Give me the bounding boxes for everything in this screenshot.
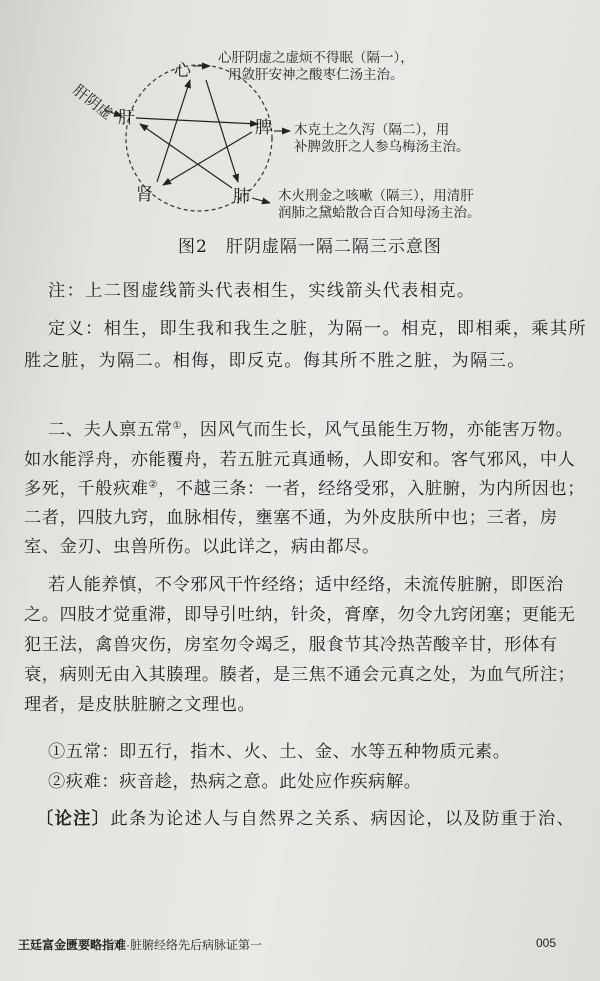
side-label-liver-yin: 肝阴虚 bbox=[69, 80, 117, 123]
arrow-kidney-to-heart bbox=[157, 80, 190, 182]
para1-line4: 二者，四肢九窍，血脉相传，壅塞不通，为外皮肤所中也；三者，房 bbox=[24, 508, 558, 528]
commentary-line bbox=[36, 804, 575, 829]
arrow-lung-note bbox=[252, 198, 270, 203]
note-gap-two bbox=[294, 122, 470, 156]
para1-line1 bbox=[48, 415, 573, 440]
para1-text-a: 二、夫人禀五常 bbox=[48, 420, 173, 440]
note-gap-three bbox=[278, 188, 481, 222]
para2-line3: 犯王法，禽兽灾伤，房室勿令竭乏，服食节其冷热苦酸辛甘，形体有 bbox=[24, 635, 558, 655]
para1-line3-b: ，不越三条：一者，经络受邪，入脏腑，为内所因也； bbox=[158, 479, 585, 499]
node-liver: 肝 bbox=[118, 108, 135, 128]
node-kidney: 肾 bbox=[136, 185, 153, 205]
para1-line3-a: 多死，千般疢难 bbox=[24, 479, 149, 499]
para1-line5: 室、金刃、虫兽所伤。以此详之，病由都尽。 bbox=[24, 537, 380, 557]
arrow-spleen-to-kidney bbox=[163, 132, 252, 185]
page-number: 005 bbox=[536, 936, 557, 950]
arrow-heart-to-lung bbox=[206, 80, 238, 182]
node-heart: 心 bbox=[174, 61, 191, 81]
arrow-liver-to-spleen bbox=[136, 118, 258, 124]
arrow-lung-to-liver bbox=[140, 124, 232, 188]
para2-line1: 若人能养慎，不令邪风干忤经络；适中经络，未流传脏腑，即医治 bbox=[48, 575, 564, 595]
node-spleen: 脾 bbox=[255, 118, 272, 138]
note-gap-two-line2: 补脾敛肝之人参乌梅汤主治。 bbox=[294, 139, 470, 155]
footnote-ref-1[interactable]: ① bbox=[172, 420, 183, 432]
book-title: 王廷富金匮要略指难 bbox=[18, 938, 127, 952]
commentary-label: 〔论注〕 bbox=[36, 809, 111, 828]
footnote-ref-2[interactable]: ② bbox=[148, 479, 159, 491]
footnote-2: ②疢难：疢音趁，热病之意。此处应作疾病解。 bbox=[48, 772, 422, 792]
para1-text-b: ，因风气而生长，风气虽能生万物，亦能害万物。 bbox=[182, 420, 574, 440]
running-footer bbox=[18, 936, 262, 953]
para2-line5: 理者，是皮肤脏腑之文理也。 bbox=[24, 695, 256, 715]
note-gap-one-line2: 用敛肝安神之酸枣仁汤主治。 bbox=[228, 67, 404, 83]
figure-caption: 图2 肝阴虚隔一隔二隔三示意图 bbox=[178, 237, 442, 257]
note-gap-three-line1: 木火刑金之咳嗽（隔三），用清肝 bbox=[278, 188, 474, 204]
note-gap-two-line1: 木克土之久泻（隔二），用 bbox=[294, 122, 450, 138]
definition-line-1: 定义：相生，即生我和我生之脏，为隔一。相克，即相乘，乘其所 bbox=[48, 319, 588, 338]
commentary-text: 此条为论述人与自然界之关系、病因论，以及防重于治、 bbox=[110, 809, 576, 828]
chapter-title: ·脏腑经络先后病脉证第一 bbox=[126, 938, 263, 952]
definition-line-2: 胜之脏，为隔二。相侮，即反克。侮其所不胜之脏，为隔三。 bbox=[24, 351, 526, 370]
footnote-1: ①五常：即五行，指木、火、土、金、水等五种物质元素。 bbox=[48, 742, 511, 762]
para2-line4: 衰，病则无由入其腠理。腠者，是三焦不通会元真之处，为血气所注； bbox=[24, 665, 576, 685]
note-gap-three-line2: 润肺之黛蛤散合百合知母汤主治。 bbox=[278, 205, 481, 221]
note-gap-one-line1: 心肝阴虚之虚烦不得眠（隔一）， bbox=[218, 50, 414, 66]
note-line-1: 注：上二图虚线箭头代表相生，实线箭头代表相克。 bbox=[48, 281, 476, 300]
node-lung: 肺 bbox=[233, 187, 250, 207]
para2-line2: 之。四肢才觉重滞，即导引吐纳，针灸，膏摩，勿令九窍闭塞；更能无 bbox=[24, 605, 576, 625]
para1-line3 bbox=[24, 474, 585, 499]
note-gap-one bbox=[218, 50, 414, 84]
para1-line2: 如水能浮舟，亦能覆舟，若五脏元真通畅，人即安和。客气邪风，中人 bbox=[24, 450, 576, 470]
